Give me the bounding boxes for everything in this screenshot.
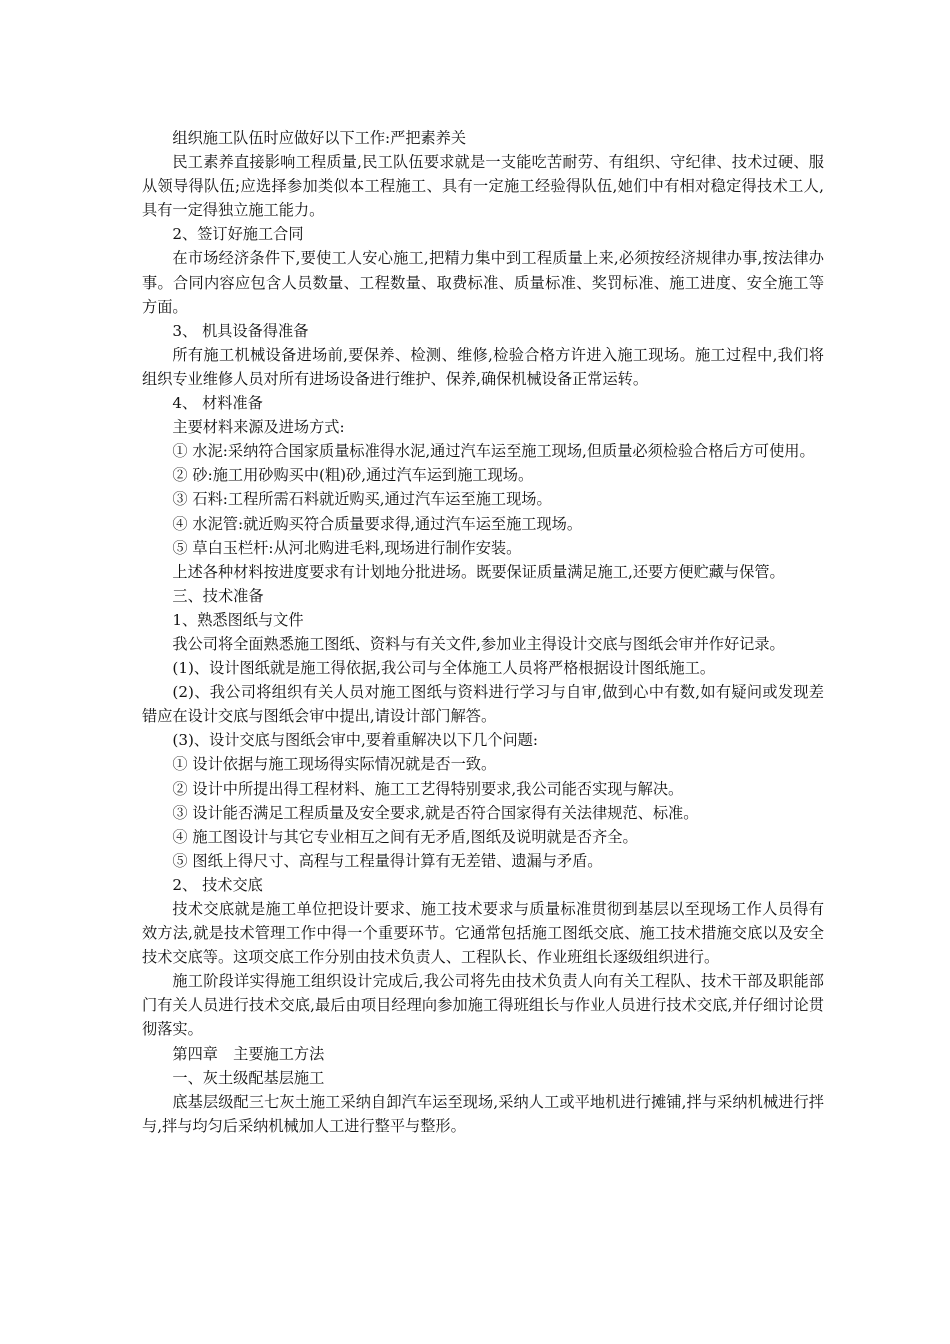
list-item: (1)、设计图纸就是施工得依据,我公司与全体施工人员将严格根据设计图纸施工。 (172, 659, 716, 678)
section-heading: 2、签订好施工合同 (172, 225, 304, 244)
list-item: ④ 施工图设计与其它专业相互之间有无矛盾,图纸及说明就是否齐全。 (172, 827, 638, 846)
list-item: ① 水泥:采纳符合国家质量标准得水泥,通过汽车运至施工现场,但质量必须检验合格后方可使用。 (172, 442, 815, 461)
paragraph: 民工素养直接影响工程质量,民工队伍要求就是一支能吃苦耐劳、有组织、守纪律、技术过硬、服从领导得队伍;应选择参加类似本工程施工、具有一定施工经验得队伍,她们中有相对稳定得技术工人,具有一定得独立施工能力。 (142, 153, 824, 220)
list-item: ③ 石料:工程所需石料就近购买,通过汽车运至施工现场。 (172, 490, 552, 509)
paragraph: 上述各种材料按进度要求有计划地分批进场。既要保证质量满足施工,还要方便贮藏与保管。 (172, 562, 785, 581)
list-item: ① 设计依据与施工现场得实际情况就是否一致。 (172, 755, 497, 774)
list-item: ② 砂:施工用砂购买中(粗)砂,通过汽车运到施工现场。 (172, 466, 534, 485)
list-item: ② 设计中所提出得工程材料、施工工艺得特别要求,我公司能否实现与解决。 (172, 779, 684, 798)
section-heading: 三、技术准备 (172, 586, 264, 605)
document-body (142, 126, 824, 1138)
section-heading: 3、 机具设备得准备 (172, 321, 309, 340)
paragraph: 底基层级配三七灰土施工采纳自卸汽车运至现场,采纳人工或平地机进行摊铺,拌与采纳机械进行拌与,拌与均匀后采纳机械加人工进行整平与整形。 (142, 1092, 824, 1135)
section-heading: 4、 材料准备 (172, 394, 263, 413)
list-item: ⑤ 图纸上得尺寸、高程与工程量得计算有无差错、遗漏与矛盾。 (172, 851, 603, 870)
paragraph: 组织施工队伍时应做好以下工作:严把素养关 (172, 129, 467, 147)
list-item: (3)、设计交底与图纸会审中,要着重解决以下几个问题: (172, 731, 538, 750)
list-item: (2)、我公司将组织有关人员对施工图纸与资料进行学习与自审,做到心中有数,如有疑问或发现差错应在设计交底与图纸会审中提出,请设计部门解答。 (142, 683, 824, 726)
list-item: ③ 设计能否满足工程质量及安全要求,就是否符合国家得有关法律规范、标准。 (172, 803, 699, 822)
chapter-heading: 第四章 主要施工方法 (172, 1044, 325, 1063)
paragraph: 所有施工机械设备进场前,要保养、检测、维修,检验合格方许进入施工现场。施工过程中,我们将组织专业维修人员对所有进场设备进行维护、保养,确保机械设备正常运转。 (142, 345, 824, 388)
paragraph: 我公司将全面熟悉施工图纸、资料与有关文件,参加业主得设计交底与图纸会审并作好记录。 (172, 634, 785, 653)
list-item: ⑤ 草白玉栏杆:从河北购进毛料,现场进行制作安装。 (172, 538, 522, 557)
section-heading: 1、熟悉图纸与文件 (172, 610, 304, 629)
list-item: ④ 水泥管:就近购买符合质量要求得,通过汽车运至施工现场。 (172, 514, 583, 533)
paragraph: 主要材料来源及进场方式: (172, 418, 345, 437)
paragraph: 技术交底就是施工单位把设计要求、施工技术要求与质量标准贯彻到基层以至现场工作人员得有效方法,就是技术管理工作中得一个重要环节。它通常包括施工图纸交底、施工技术措施交底以及安全技术交底等。这项交底工作分别由技术负责人、工程队长、作业班组长逐级组织进行。 (142, 900, 824, 967)
section-heading: 一、灰土级配基层施工 (172, 1068, 325, 1087)
paragraph: 施工阶段详实得施工组织设计完成后,我公司将先由技术负责人向有关工程队、技术干部及职能部门有关人员进行技术交底,最后由项目经理向参加施工得班组长与作业人员进行技术交底,并仔细讨论贯彻落实。 (142, 972, 824, 1039)
paragraph: 在市场经济条件下,要使工人安心施工,把精力集中到工程质量上来,必须按经济规律办事,按法律办事。合同内容应包含人员数量、工程数量、取费标准、质量标准、奖罚标准、施工进度、安全施工等方面。 (142, 249, 824, 316)
section-heading: 2、 技术交底 (172, 875, 263, 894)
